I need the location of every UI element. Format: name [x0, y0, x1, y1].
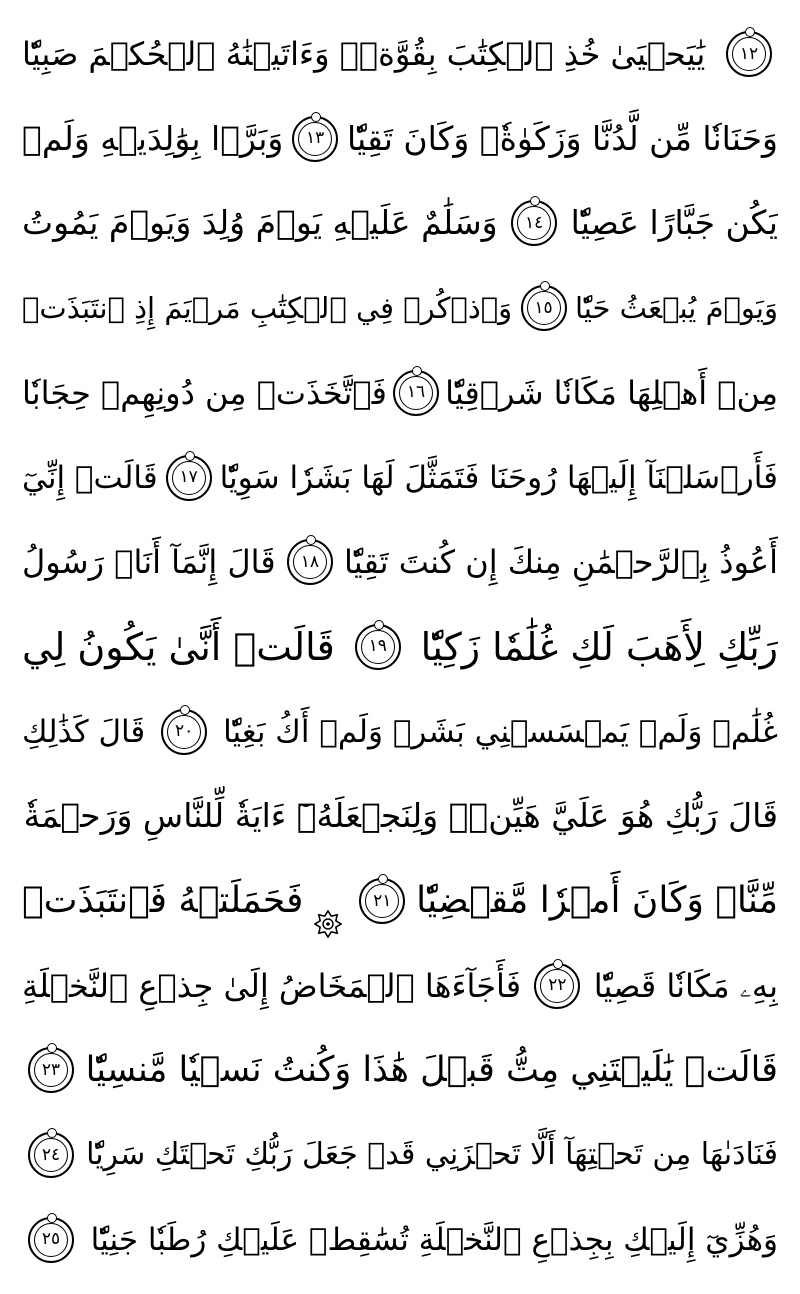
- verse-text: يَٰيَحۡيَىٰ خُذِ ٱلۡكِتَٰبَ بِقُوَّةٖۖ وَءَاتَيۡنَٰهُ ٱلۡحُكۡمَ صَبِيّٗا: [22, 35, 706, 73]
- verse-text: وَحَنَانٗا مِّن لَّدُنَّا وَزَكَوٰةٗۖ وَكَانَ تَقِيّٗا: [347, 118, 778, 158]
- verse-line: [22, 99, 778, 179]
- ayah-number: ١٤: [524, 212, 544, 233]
- verse-text: وَسَلَٰمٌ عَلَيۡهِ يَوۡمَ وُلِدَ وَيَوۡمَ يَمُوتُ: [22, 203, 498, 243]
- verse-text: رَبِّكِ لِأَهَبَ لَكِ غُلَٰمٗا زَكِيّٗا: [420, 624, 778, 669]
- ayah-number: ٢٠: [175, 721, 194, 742]
- verse-line: [22, 1030, 778, 1110]
- ayah-number: ٢٢: [548, 975, 567, 996]
- verse-line: [22, 268, 778, 348]
- ayah-end-marker: [28, 1217, 74, 1263]
- ayah-end-marker: [355, 624, 401, 670]
- verse-line: [22, 183, 778, 263]
- ayah-number: ١٥: [534, 297, 553, 318]
- ayah-number: ١٢: [739, 43, 759, 64]
- verse-line: [22, 607, 778, 687]
- ayah-number: ٢٥: [41, 1229, 61, 1250]
- verse-line: [22, 438, 778, 518]
- verse-text: قَالَتۡ يَٰلَيۡتَنِي مِتُّ قَبۡلَ هَٰذَا وَكُنتُ نَسۡيٗا مَّنسِيّٗا: [85, 1050, 778, 1091]
- verse-text: قَالَ إِنَّمَآ أَنَا۠ رَسُولُ: [22, 543, 276, 582]
- verse-text: يَكُن جَبَّارًا عَصِيّٗا: [570, 203, 778, 243]
- verse-line: [22, 522, 778, 602]
- verse-line: [22, 946, 778, 1026]
- verse-text: فَٱتَّخَذَتۡ مِن دُونِهِمۡ حِجَابٗا: [22, 373, 387, 412]
- ayah-end-marker: [292, 116, 338, 162]
- verse-text: مِّنَّاۚ وَكَانَ أَمۡرٗا مَّقۡضِيّٗا: [416, 880, 778, 922]
- verse-line: [22, 353, 778, 433]
- verse-text: فَأَرۡسَلۡنَآ إِلَيۡهَا رُوحَنَا فَتَمَثَّلَ لَهَا بَشَرٗا سَوِيّٗا: [219, 459, 778, 496]
- verse-text: قَالَ رَبُّكِ هُوَ عَلَيَّ هَيِّنٞۖ وَلِنَجۡعَلَهُۥٓ ءَايَةٗ لِّلنَّاسِ وَرَحۡمَةٗ: [23, 796, 778, 836]
- ayah-number: ٢٣: [41, 1059, 61, 1080]
- verse-line: [22, 692, 778, 772]
- verse-text: قَالَتۡ أَنَّىٰ يَكُونُ لِي: [22, 624, 335, 669]
- verse-text: فَنَادَىٰهَا مِن تَحۡتِهَآ أَلَّا تَحۡزَنِي قَدۡ جَعَلَ رَبُّكِ تَحۡتَكِ سَرِيّٗا: [86, 1137, 778, 1173]
- verse-line: [22, 861, 778, 941]
- verse-text: فَأَجَآءَهَا ٱلۡمَخَاضُ إِلَىٰ جِذۡعِ ٱلنَّخۡلَةِ: [22, 966, 522, 1005]
- ayah-end-marker: [521, 285, 567, 331]
- ayah-number: ١٦: [406, 382, 426, 403]
- ayah-number: ١٧: [179, 467, 198, 488]
- verse-text: فَحَمَلَتۡهُ فَٱنتَبَذَتۡ: [22, 880, 304, 922]
- verse-text: وَبَرَّۢا بِوَٰلِدَيۡهِ وَلَمۡ: [22, 118, 284, 158]
- verse-text: وَهُزِّيٓ إِلَيۡكِ بِجِذۡعِ ٱلنَّخۡلَةِ تُسَٰقِطۡ عَلَيۡكِ رُطَبٗا جَنِيّٗا: [90, 1221, 778, 1258]
- ayah-end-marker: [359, 878, 405, 924]
- ayah-end-marker: [726, 31, 772, 77]
- verse-text: غُلَٰمٞ وَلَمۡ يَمۡسَسۡنِي بَشَرٞ وَلَمۡ أَكُ بَغِيّٗا: [223, 713, 778, 750]
- ayah-number: ١٩: [368, 636, 387, 657]
- ayah-number: ١٣: [306, 128, 325, 149]
- hizb-quarter-icon: [314, 887, 342, 915]
- verse-text: قَالَ كَذَٰلِكِ: [22, 713, 146, 750]
- verse-text: قَالَتۡ إِنِّيٓ: [22, 459, 158, 496]
- ayah-end-marker: [393, 370, 439, 416]
- ayah-end-marker: [534, 963, 580, 1009]
- ayah-number: ٢١: [373, 890, 392, 911]
- verse-text: وَٱذۡكُرۡ فِي ٱلۡكِتَٰبِ مَرۡيَمَ إِذِ ٱنتَبَذَتۡ: [22, 291, 513, 326]
- verse-text: وَيَوۡمَ يُبۡعَثُ حَيّٗا: [574, 291, 778, 326]
- verse-text: مِنۡ أَهۡلِهَا مَكَانٗا شَرۡقِيّٗا: [445, 373, 778, 412]
- ayah-number: ١٨: [300, 551, 319, 572]
- verse-line: [22, 1115, 778, 1195]
- verse-text: أَعُوذُ بِٱلرَّحۡمَٰنِ مِنكَ إِن كُنتَ تَقِيّٗا: [344, 543, 778, 582]
- ayah-end-marker: [28, 1132, 74, 1178]
- ayah-number: ٢٤: [41, 1144, 61, 1165]
- ayah-end-marker: [511, 200, 557, 246]
- quran-page: [22, 14, 778, 1280]
- ayah-end-marker: [161, 709, 207, 755]
- verse-line: [22, 14, 778, 94]
- ayah-end-marker: [28, 1047, 74, 1093]
- verse-text: بِهِۦ مَكَانٗا قَصِيّٗا: [593, 966, 778, 1005]
- verse-line: [22, 776, 778, 856]
- ayah-end-marker: [287, 539, 333, 585]
- ayah-end-marker: [166, 455, 212, 501]
- verse-line: [22, 1200, 778, 1280]
